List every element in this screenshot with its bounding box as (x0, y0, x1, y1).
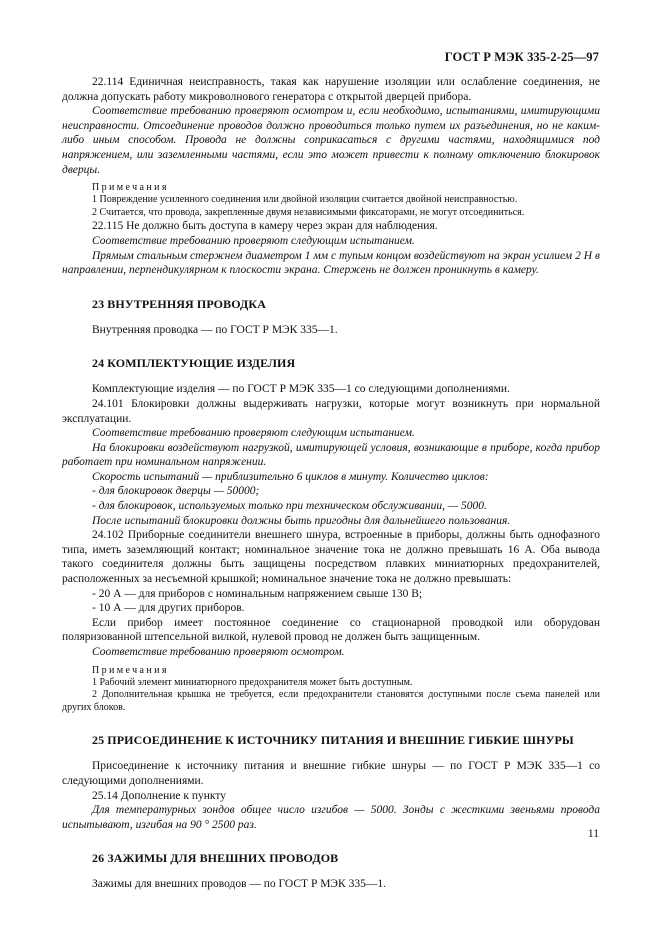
paragraph: Внутренняя проводка — по ГОСТ Р МЭК 335—1. (92, 323, 338, 336)
requirement-paragraph: Для температурных зондов общее число изгибов — 5000. Зонды с жесткими звеньями провода испытывают, изгибая на 90 ° 2500 раз. (62, 804, 600, 831)
note-item: 1 Повреждение усиленного соединения или двойной изоляции считается двойной неисправностью. (92, 194, 518, 206)
paragraph: Если прибор имеет постоянное соединение со стационарной проводкой или оборудован поляризованной штепсельной вилкой, нулевой провод не должен быть защищенным. (62, 616, 600, 644)
paragraph: Зажимы для внешних проводов — по ГОСТ Р МЭК 335—1. (92, 878, 386, 891)
requirement-paragraph: Скорость испытаний — приблизительно 6 циклов в минуту. Количество циклов: (92, 470, 489, 483)
document-code-header: ГОСТ Р МЭК 335-2-25—97 (444, 50, 599, 64)
paragraph: 25.14 Дополнение к пункту (92, 789, 226, 802)
section-heading: 24 КОМПЛЕКТУЮЩИЕ ИЗДЕЛИЯ (92, 356, 296, 371)
requirement-paragraph: Соответствие требованию проверяют следующим испытанием. (92, 234, 415, 247)
paragraph: Присоединение к источнику питания и внешние гибкие шнуры — по ГОСТ Р МЭК 335—1 со следующими дополнениями. (62, 760, 600, 787)
requirement-paragraph: Соответствие требованию проверяют осмотром. (92, 646, 345, 658)
requirement-paragraph: - для блокировок дверцы — 50000; (92, 485, 260, 498)
note-item: 2 Считается, что провода, закрепленные двумя независимыми фиксаторами, не могут отсоединиться. (92, 206, 525, 218)
paragraph: 22.115 Не должно быть доступа в камеру через экран для наблюдения. (92, 220, 438, 233)
paragraph: 24.101 Блокировки должны выдерживать нагрузки, которые могут возникнуть при нормальной эксплуатации. (62, 397, 600, 425)
note-item: 2 Дополнительная крышка не требуется, если предохранители становятся доступными после съема панелей или других блоков. (62, 689, 600, 713)
paragraph: Комплектующие изделия — по ГОСТ Р МЭК 335—1 со следующими дополнениями. (92, 383, 510, 396)
requirement-paragraph: Соответствие требованию проверяют следующим испытанием. (92, 427, 415, 440)
document-body (62, 75, 600, 892)
note-item: 1 Рабочий элемент миниатюрного предохранителя может быть доступным. (92, 676, 413, 688)
paragraph: - 20 А — для приборов с номинальным напряжением свыше 130 В; (92, 587, 423, 600)
requirement-paragraph: Прямым стальным стержнем диаметром 1 мм с тупым концом воздействуют на экран усилием 2 Н в направлении, перпендикулярном к плоскости экрана. Стержень не должен проникнуть в камеру. (62, 249, 600, 277)
requirement-paragraph: Соответствие требованию проверяют осмотром и, если необходимо, испытаниями, имитирующими неисправности. Отсоединение проводов должно проводиться только путем их разъединения, но не каким-либо иным способом. Провода не должны соприкасаться с другими частями, находящимися под напряжением, или заземленными частями, если это может привести к полному отключению блокировок дверцы. (62, 105, 600, 176)
section-heading: 23 ВНУТРЕННЯЯ ПРОВОДКА (92, 296, 266, 311)
section-heading: 25 ПРИСОЕДИНЕНИЕ К ИСТОЧНИКУ ПИТАНИЯ И ВНЕШНИЕ ГИБКИЕ ШНУРЫ (92, 733, 574, 748)
requirement-paragraph: После испытаний блокировки должны быть пригодны для дальнейшего пользования. (92, 514, 511, 527)
requirement-paragraph: - для блокировок, используемых только при техническом обслуживании, — 5000. (92, 500, 487, 513)
page-number: 11 (587, 828, 599, 840)
requirement-paragraph: На блокировки воздействуют нагрузкой, имитирующей условия, возникающие в приборе, когда прибор работает при номинальном напряжении. (62, 441, 600, 469)
paragraph: 22.114 Единичная неисправность, такая как нарушение изоляции или ослабление соединения, не должна допускать работу микроволнового генератора с открытой дверцей прибора. (62, 76, 600, 103)
section-heading: 26 ЗАЖИМЫ ДЛЯ ВНЕШНИХ ПРОВОДОВ (92, 851, 339, 866)
notes-heading: Примечания (92, 182, 169, 194)
notes-heading: Примечания (92, 664, 169, 676)
paragraph: 24.102 Приборные соединители внешнего шнура, встроенные в приборы, должны быть однофазного типа, иметь заземляющий контакт; номинальное значение тока не должно превышать 16 А. Оба вывода такого соединителя должны быть защищены посредством плавких миниатюрных предохранителей, расположенных за несъемной крышкой; номинальное значение тока не должно превышать: (62, 529, 600, 586)
paragraph: - 10 А — для других приборов. (92, 602, 245, 615)
